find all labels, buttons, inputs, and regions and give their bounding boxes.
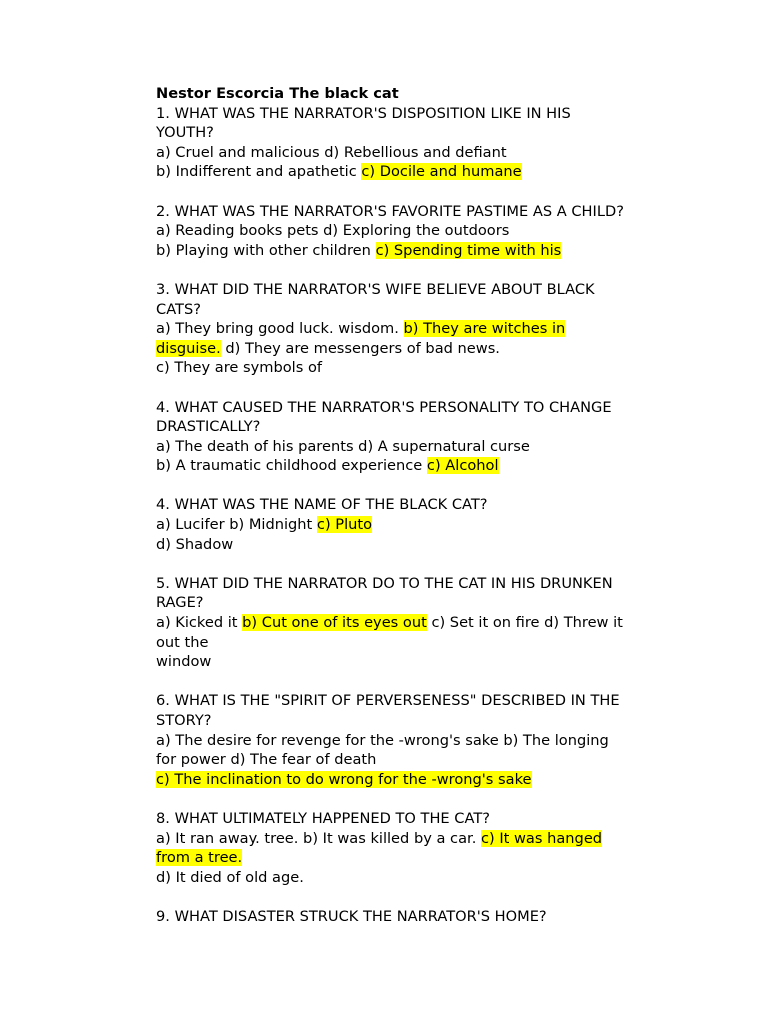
line-text: a) The death of his parents d) A supernatural curse [156,437,530,455]
line-text: a) Reading books pets d) Exploring the outdoors [156,222,510,240]
line-text: 4. WHAT CAUSED THE NARRATOR'S PERSONALITY TO CHANGE [156,398,612,416]
answer-line [156,652,656,672]
question-block [156,574,656,672]
line-text: 3. WHAT DID THE NARRATOR'S WIFE BELIEVE ABOUT BLACK [156,280,595,298]
answer-line [156,770,656,790]
line-text: 1. WHAT WAS THE NARRATOR'S DISPOSITION LIKE IN HIS [156,104,571,122]
line-text: RAGE? [156,594,204,612]
question-block [156,907,656,927]
answer-line [156,750,656,770]
answer-line [156,143,656,163]
answer-line [156,319,656,339]
answer-line [156,613,656,633]
line-text: a) They bring good luck. wisdom. [156,320,404,338]
question-list [156,104,656,927]
highlighted-answer: disguise. [156,339,221,357]
line-text: STORY? [156,712,212,729]
question-text [156,280,656,300]
line-text: a) Kicked it [156,614,243,632]
answer-line [156,300,656,320]
answer-line [156,339,656,359]
line-text: window [156,653,212,671]
answer-line [156,456,656,476]
line-text: CATS? [156,300,201,318]
answer-line [156,711,656,731]
line-text: a) The desire for revenge for the -wrong's sake b) The longing [156,731,609,749]
question-block [156,104,656,182]
line-text: c) They are symbols of [156,359,323,377]
answer-line [156,593,656,613]
answer-line [156,123,656,143]
line-text: a) It ran away. tree. b) It was killed by a car. [156,829,481,847]
quiz-document [156,84,656,946]
line-text: b) A traumatic childhood experience [156,457,427,475]
answer-line [156,241,656,261]
line-text: c) Set it on fire d) Threw it [426,614,623,632]
answer-line [156,417,656,437]
line-text: 8. WHAT ULTIMATELY HAPPENED TO THE CAT? [156,809,490,827]
question-text [156,809,656,829]
line-text: 5. WHAT DID THE NARRATOR DO TO THE CAT IN HIS DRUNKEN [156,574,613,592]
answer-line [156,731,656,751]
line-text: b) Indifferent and apathetic [156,163,362,181]
question-text [156,104,656,124]
question-block [156,398,656,476]
document-title: Nestor Escorcia The black cat [156,85,399,102]
highlighted-answer: c) Docile and humane [361,163,522,181]
line-text: for power d) The fear of death [156,751,377,769]
question-block [156,809,656,887]
question-block [156,280,656,378]
question-text [156,495,656,515]
question-block [156,202,656,261]
highlighted-answer: c) The inclination to do wrong for the -wrong's sake [156,770,532,788]
answer-line [156,848,656,868]
highlighted-answer: c) Spending time with his [375,241,562,259]
line-text: 9. WHAT DISASTER STRUCK THE NARRATOR'S HOME? [156,907,547,925]
highlighted-answer: from a tree. [156,849,243,867]
line-text: d) They are messengers of bad news. [220,339,500,357]
line-text: a) Cruel and malicious d) Rebellious and defiant [156,143,507,161]
question-block [156,691,656,789]
answer-line [156,358,656,378]
answer-line [156,868,656,888]
question-block [156,495,656,554]
line-text: 4. WHAT WAS THE NAME OF THE BLACK CAT? [156,496,488,514]
line-text: 2. WHAT WAS THE NARRATOR'S FAVORITE PASTIME AS A CHILD? [156,202,624,220]
line-text: b) Playing with other children [156,241,376,259]
question-text [156,202,656,222]
answer-line [156,437,656,457]
line-text: YOUTH? [156,124,214,142]
highlighted-answer: b) Cut one of its eyes out [242,614,427,632]
line-text: DRASTICALLY? [156,418,261,436]
highlighted-answer: c) It was hanged [480,829,603,847]
line-text: d) It died of old age. [156,868,304,886]
line-text: d) Shadow [156,535,234,553]
answer-line [156,515,656,535]
highlighted-answer: c) Alcohol [426,457,499,475]
answer-line [156,535,656,555]
line-text: a) Lucifer b) Midnight [156,516,317,534]
question-text [156,907,656,927]
answer-line [156,633,656,653]
question-text [156,574,656,594]
question-text [156,398,656,418]
answer-line [156,829,656,849]
highlighted-answer: c) Pluto [316,516,373,534]
question-text [156,691,656,711]
line-text: 6. WHAT IS THE "SPIRIT OF PERVERSENESS" DESCRIBED IN THE [156,692,620,710]
highlighted-answer: b) They are witches in [403,320,566,338]
answer-line [156,221,656,241]
answer-line [156,162,656,182]
line-text: out the [156,633,209,651]
